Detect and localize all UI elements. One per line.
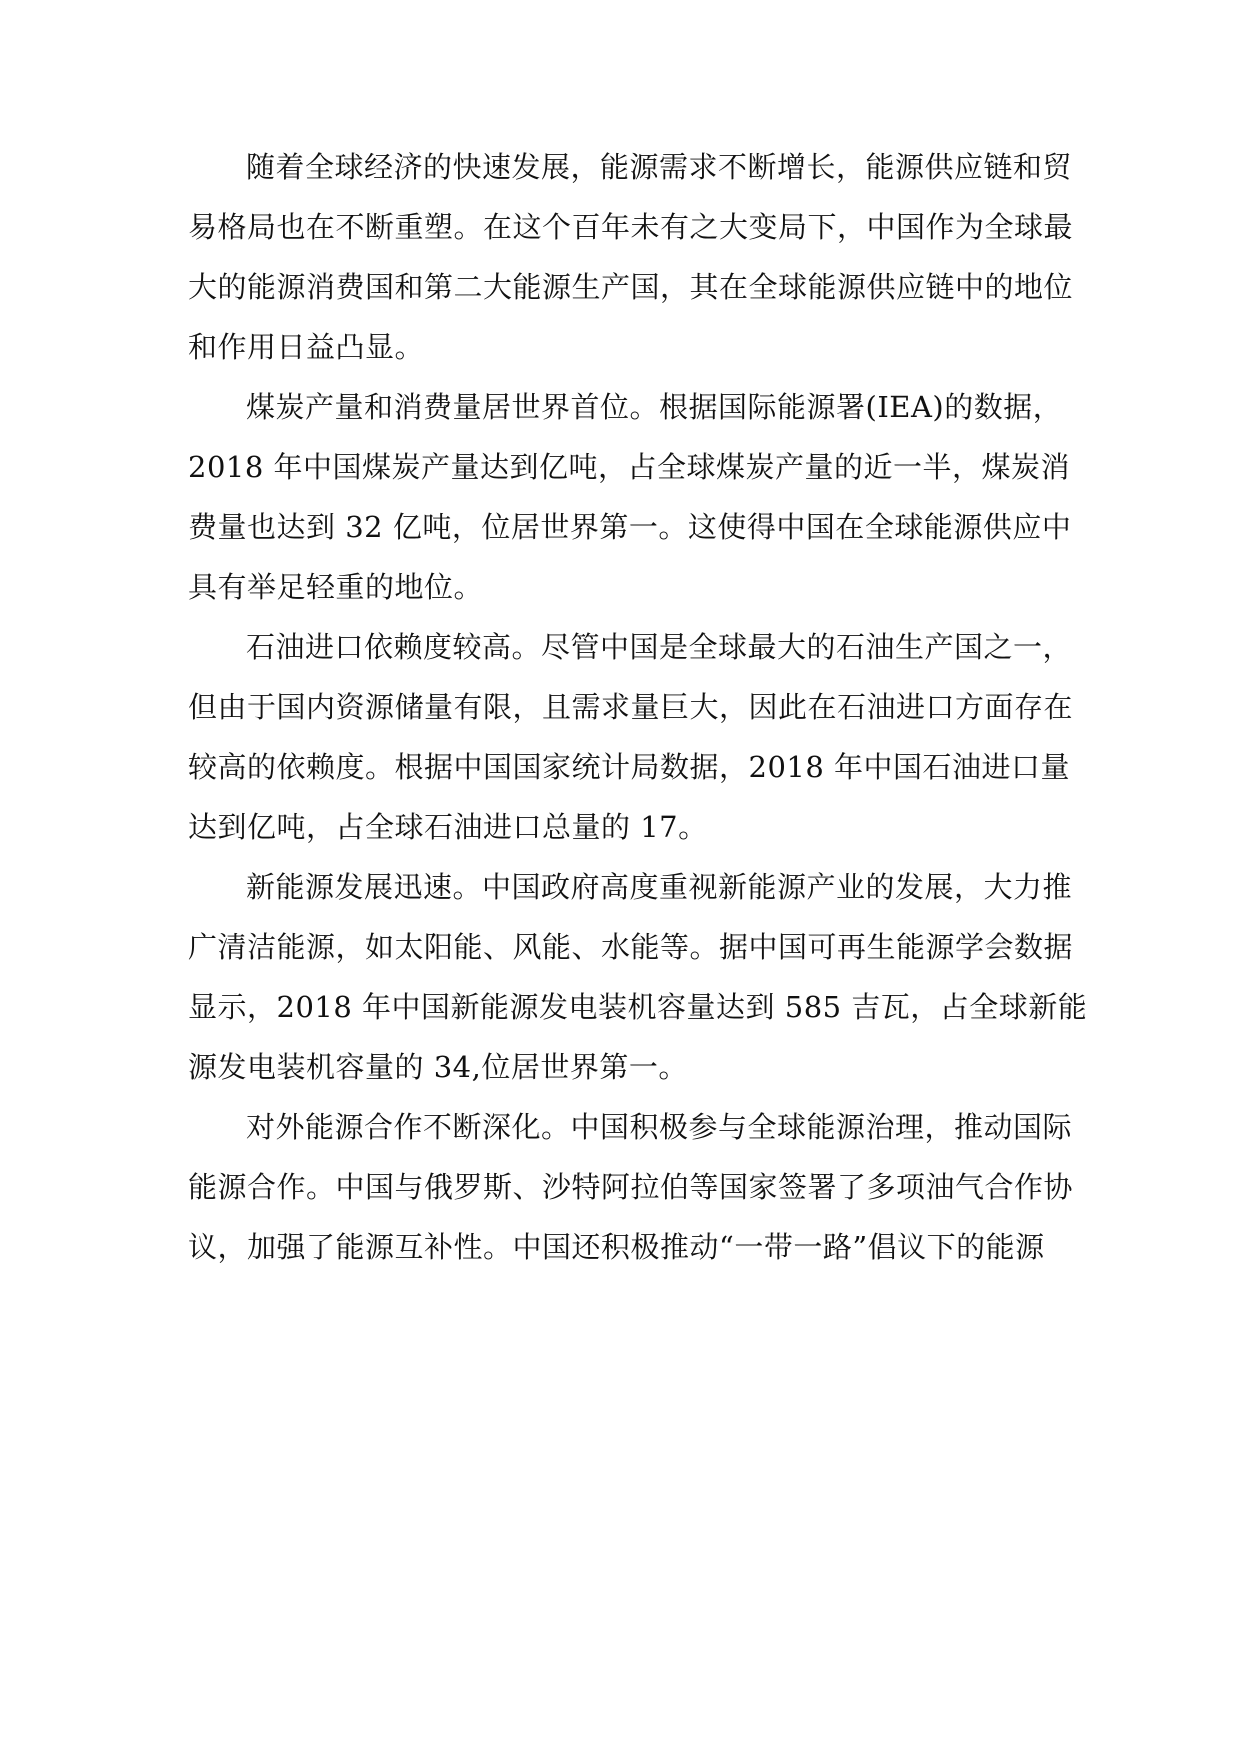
paragraph-line: 易格局也在不断重塑。在这个百年未有之大变局下，中国作为全球最: [188, 210, 1074, 244]
paragraph-line: 较高的依赖度。根据中国国家统计局数据，2018 年中国石油进口量: [188, 750, 1071, 784]
paragraph-line: 新能源发展迅速。中国政府高度重视新能源产业的发展，大力推: [246, 870, 1073, 904]
paragraph-line: 具有举足轻重的地位。: [188, 570, 484, 604]
paragraph-cooperation: [188, 1097, 1074, 1277]
document-body: [188, 137, 1088, 1277]
paragraph-line: 议，加强了能源互补性。中国还积极推动“一带一路”倡议下的能源: [188, 1230, 1045, 1264]
paragraph-line: 费量也达到 32 亿吨，位居世界第一。这使得中国在全球能源供应中: [188, 510, 1072, 544]
paragraph-line: 但由于国内资源储量有限，且需求量巨大，因此在石油进口方面存在: [188, 690, 1074, 724]
paragraph-line: 达到亿吨，占全球石油进口总量的 17。: [188, 810, 708, 844]
paragraph-oil: [188, 617, 1074, 857]
paragraph-line: 石油进口依赖度较高。尽管中国是全球最大的石油生产国之一，: [246, 630, 1073, 664]
paragraph-line: 能源合作。中国与俄罗斯、沙特阿拉伯等国家签署了多项油气合作协: [188, 1170, 1074, 1204]
paragraph-line: 大的能源消费国和第二大能源生产国，其在全球能源供应链中的地位: [188, 270, 1074, 304]
paragraph-line: 2018 年中国煤炭产量达到亿吨，占全球煤炭产量的近一半，煤炭消: [188, 450, 1071, 484]
paragraph-line: 广清洁能源，如太阳能、风能、水能等。据中国可再生能源学会数据: [188, 930, 1074, 964]
paragraph-line: 煤炭产量和消费量居世界首位。根据国际能源署(IEA)的数据，: [246, 390, 1063, 424]
paragraph-new-energy: [188, 857, 1088, 1097]
paragraph-intro: [188, 137, 1074, 377]
paragraph-line: 和作用日益凸显。: [188, 330, 425, 364]
paragraph-line: 显示，2018 年中国新能源发电装机容量达到 585 吉瓦，占全球新能: [188, 990, 1088, 1024]
paragraph-line: 对外能源合作不断深化。中国积极参与全球能源治理，推动国际: [246, 1110, 1073, 1144]
paragraph-coal: [188, 377, 1072, 617]
paragraph-line: 随着全球经济的快速发展，能源需求不断增长，能源供应链和贸: [246, 150, 1073, 184]
paragraph-line: 源发电装机容量的 34,位居世界第一。: [188, 1050, 688, 1084]
